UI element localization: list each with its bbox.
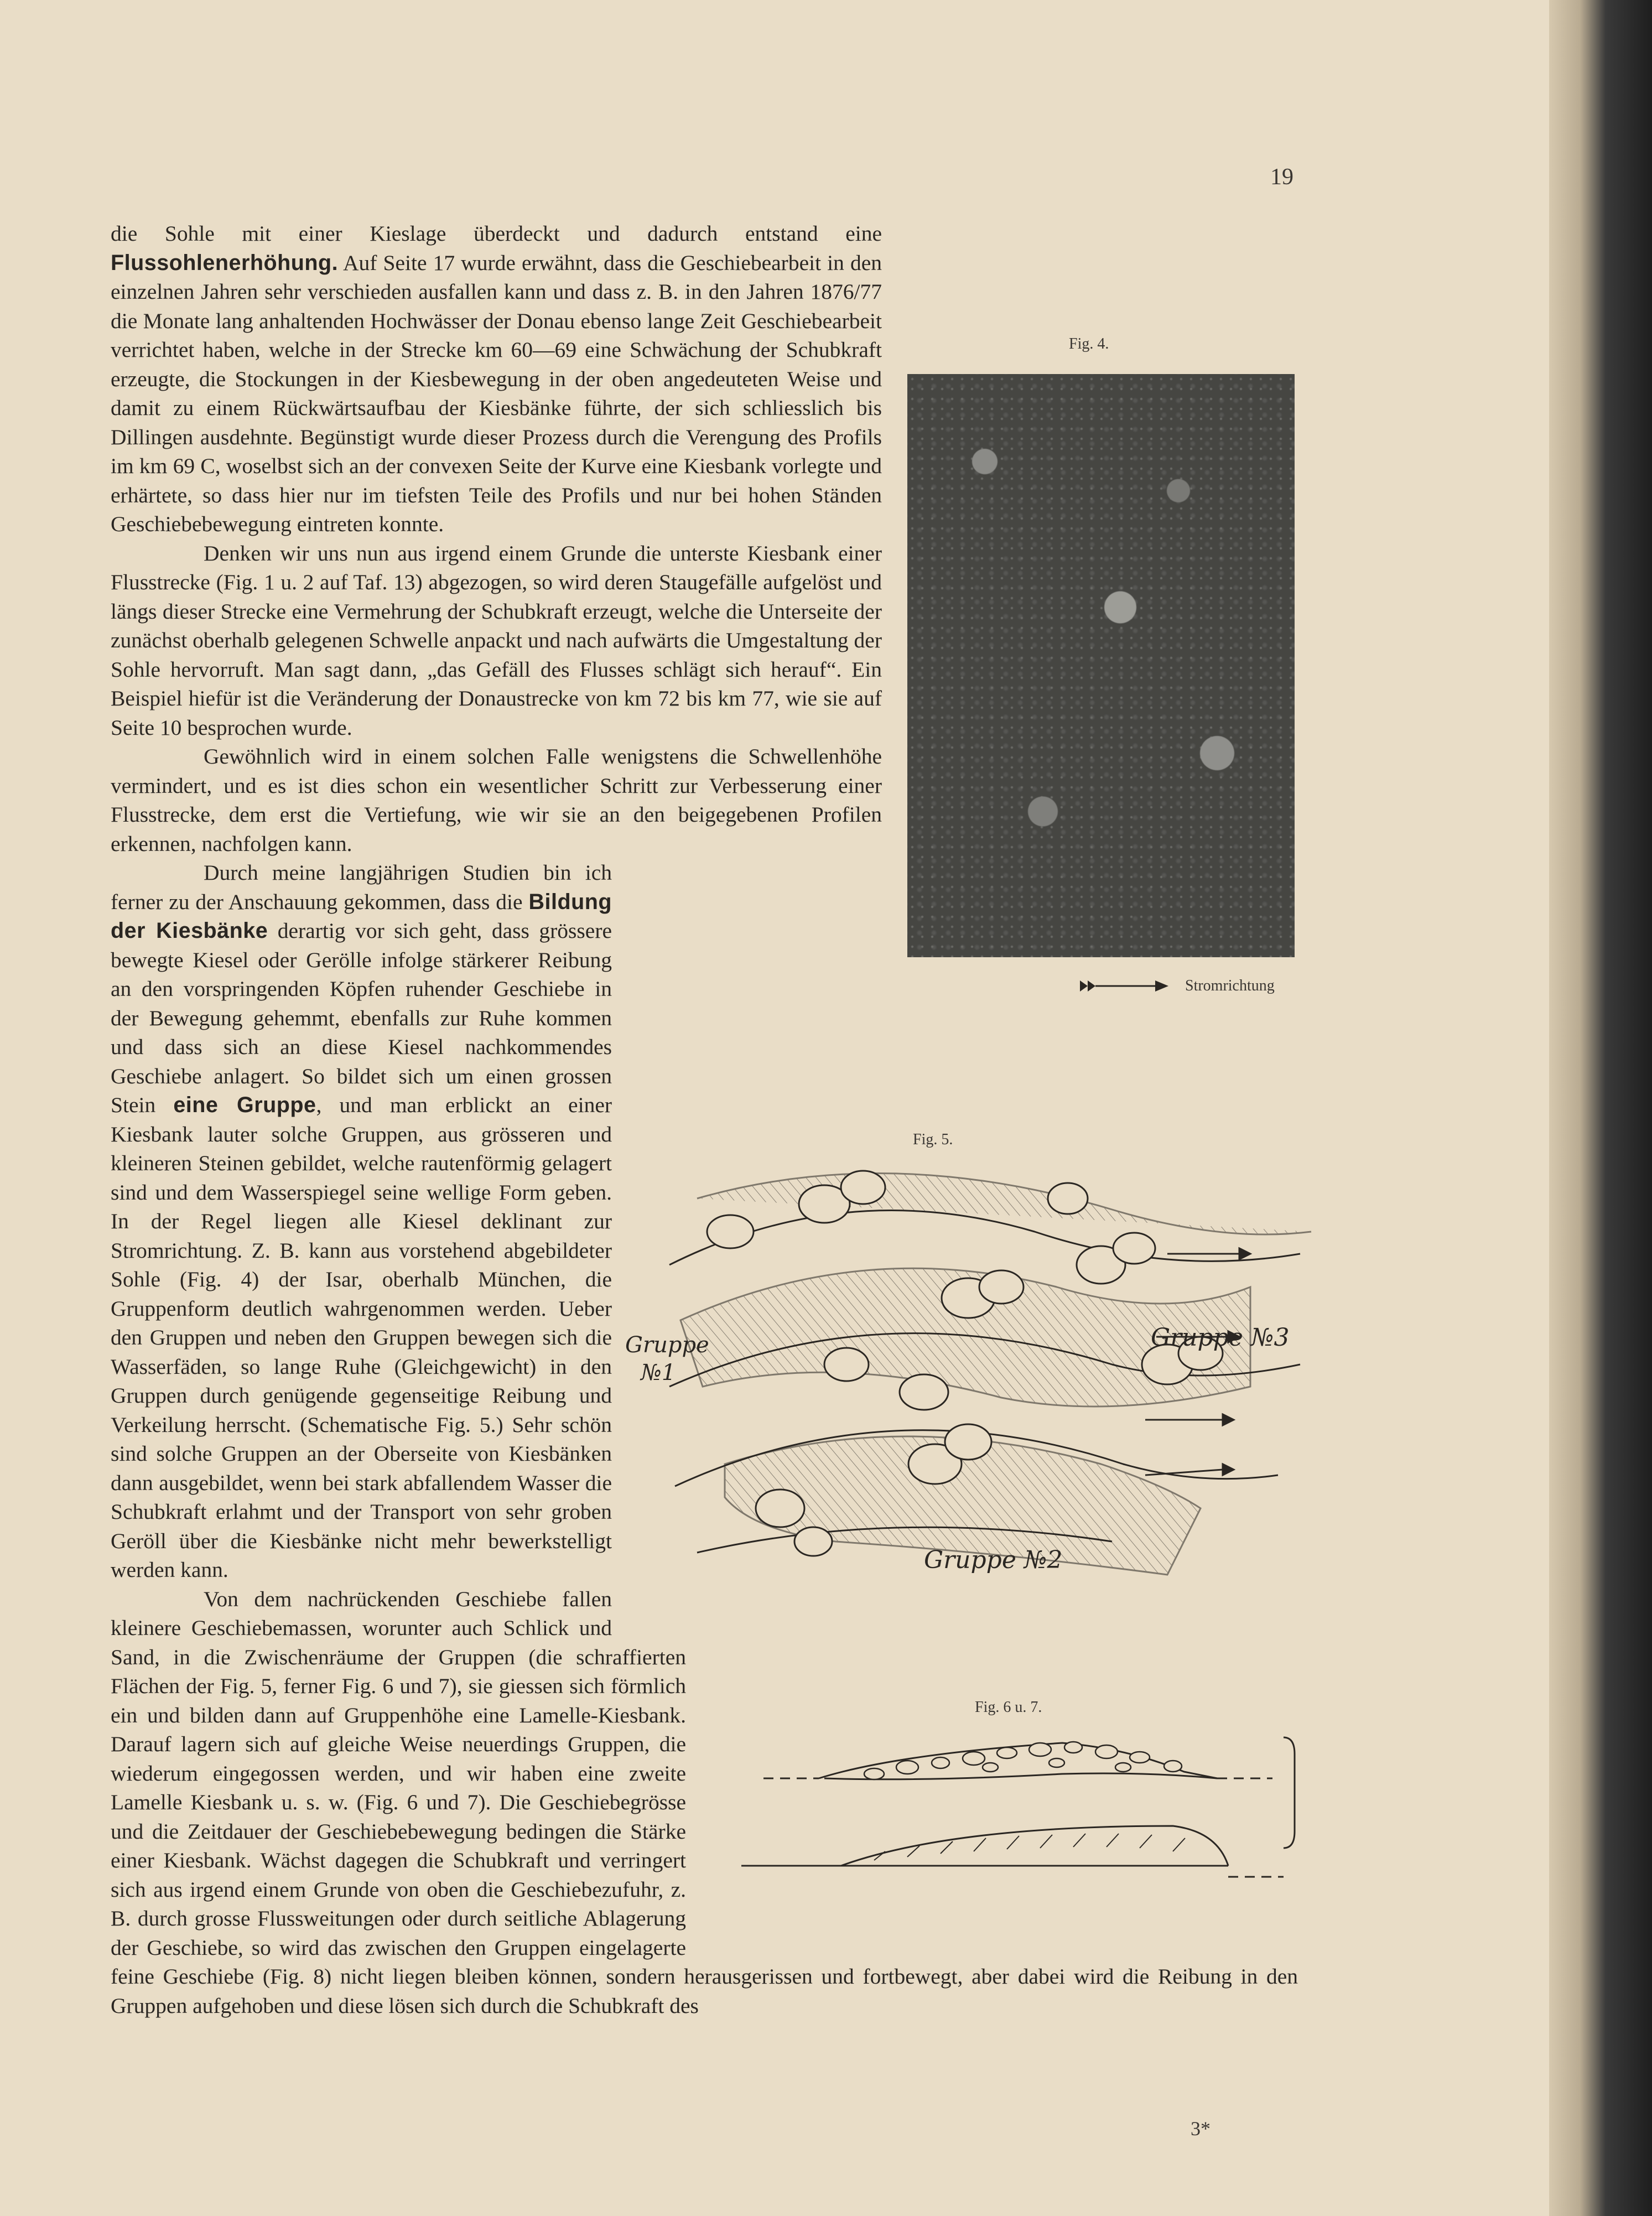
p1-text-a: die Sohle mit einer Kieslage überdeckt und dadurch entstand eine bbox=[111, 221, 882, 246]
p1-text-b: Auf Seite 17 wurde erwähnt, dass die Geschiebearbeit in den einzelnen Jahren sehr verschieden ausfallen kann und dass z. B. in den Jahren 1876/77 die Monate lang anhaltenden Hochwässer der Donau ebenso lange Zeit Geschiebearbeit verrichtet haben, welche in der Strecke km 60—69 eine Schwächung der Schubkraft erzeugte, die Stockungen in der Kiesbewegung in der oben angedeuteten Weise und damit zu einem Rückwärtsaufbau der Kiesbänke führte, der sich schliesslich bis Dillingen ausdehnte. Begünstigt wurde dieser Prozess durch die Verengung des Profils im km 69 C, woselbst sich an der convexen Seite der Kurve eine Kiesbank vorlegte und erhärtete, so dass hier nur im tiefsten Teile des Profils und nur bei hohen Ständen Geschiebebewegung eintreten konnte. bbox=[111, 250, 882, 536]
paragraph-2: Denken wir uns nun aus irgend einem Grunde die unterste Kiesbank einer Flusstrecke (Fig. 1 u. 2 auf Taf. 13) abgezogen, so wird deren Staugefälle aufgelöst und längs dieser Strecke eine Vermehrung der Schubkraft erzeugt, welche die Unterseite der zunächst oberhalb gelegenen Schwelle anpackt und nach aufwärts die Umgestaltung der Sohle hervorruft. Man sagt dann, „das Gefäll des Flusses schlägt sich herauf“. Ein Beispiel hiefür ist die Veränderung der Donaustrecke von km 72 bis km 77, wie sie auf Seite 10 besprochen wurde. bbox=[111, 541, 882, 740]
paragraph-5: Von dem nachrückenden Geschiebe fallen kleinere Geschiebemassen, worunter auch Schlick und Sand, in die Zwischenräume der Gruppen (die schraffierten Flächen der Fig. 5, ferner Fig. 6 und 7), sie giessen sich förmlich ein und bilden dann auf Gruppenhöhe eine Lamelle-Kiesbank. Darauf lagern sich auf gleiche Weise neuerdings Gruppen, die wiederum eingegossen werden, und wir haben eine zweite Lamelle Kiesbank u. s. w. (Fig. 6 und 7). Die Geschiebegrösse und die Zeitdauer der Geschiebebewegung bedingen die Stärke einer Kiesbank. Wächst dagegen die Schubkraft und verringert sich aus irgend einem Grunde von oben die Geschiebezufuhr, z. B. durch grosse Flussweitungen oder durch seitliche Ablagerung der Geschiebe, so wird das zwischen den Gruppen eingelagerte feine Geschiebe (Fig. 8) nicht liegen bleiben können, sondern herausgerissen und fortbewegt, aber dabei wird die Reibung in den Gruppen aufgehoben und diese lösen sich durch die Schubkraft des bbox=[111, 1586, 1298, 2018]
paragraph-3: Gewöhnlich wird in einem solchen Falle wenigstens die Schwellenhöhe vermindert, und es ist dies schon ein wesentlicher Schritt zur Verbesserung einer Flusstrecke, dem erst die Vertiefung, wie wir sie an den beigegebenen Profilen erkennen, nachfolgen kann. bbox=[111, 744, 882, 856]
p4-text-a: Durch meine langjährigen Studien bin ich ferner zu der Anschauung gekommen, dass die bbox=[111, 860, 612, 914]
p4-text-b: derartig vor sich geht, dass grössere bewegte Kiesel oder Gerölle infolge stärkerer Reibung an den vorspringenden Köpfen ruhender Geschiebe in der Bewegung gehemmt, ebenfalls zur Ruhe kommen und dass sich an diese Kiesel nachkommendes Geschiebe anlagert. So bildet sich um einen grossen Stein bbox=[111, 918, 612, 1117]
paragraph-4 bbox=[111, 858, 1298, 1585]
fig67-space bbox=[706, 1695, 1298, 1934]
p4-bold-2: eine Gruppe bbox=[173, 1093, 316, 1117]
fig4-space bbox=[911, 219, 1298, 858]
fig4-caption: Fig. 4. bbox=[1069, 335, 1109, 352]
fig4-flow-label: Stromrichtung bbox=[1185, 977, 1275, 994]
fig5-label-gruppe2: Gruppe №2 bbox=[924, 1546, 1063, 1574]
fig5-label-gruppe1b: №1 bbox=[641, 1360, 676, 1385]
page-number: 19 bbox=[1270, 164, 1293, 190]
p4-text-c: , und man erblickt an einer Kiesbank lauter solche Gruppen, aus grösseren und kleineren Steinen gebildet, welche rautenförmig gelagert sind und dem Wasserspiegel seine wellige Form geben. In der Regel liegen alle Kiesel deklinant zur Stromrichtung. Z. B. kann aus vorstehend abgebildeter Sohle (Fig. 4) der Isar, oberhalb München, die Gruppenform deutlich wahrgenommen werden. Ueber den Gruppen und neben den Gruppen bewegen sich die Wasserfäden, so lange Ruhe (Gleichgewicht) in den Gruppen durch genügende gegenseitige Reibung und Verkeilung herrscht. (Schematische Fig. 5.) Sehr schön sind solche Gruppen an der Oberseite von Kiesbänken dann ausgebildet, wenn bei stark abfallendem Wasser die Schubkraft erlahmt und der Transport von sehr groben Geröll über die Kiesbänke nicht mehr bewerkstelligt werden kann. bbox=[111, 1093, 612, 1582]
p4-bold-1: Bildung der Kiesbänke bbox=[111, 889, 612, 943]
fig5-label-gruppe3: Gruppe №3 bbox=[1151, 1324, 1290, 1352]
fig5-caption: Fig. 5. bbox=[913, 1131, 953, 1148]
book-binding bbox=[1549, 0, 1652, 2216]
body-text bbox=[111, 219, 1298, 2020]
fig5-label-gruppe1a: Gruppe bbox=[625, 1332, 709, 1358]
signature-mark: 3* bbox=[1191, 2118, 1211, 2140]
fig67-caption: Fig. 6 u. 7. bbox=[975, 1699, 1042, 1716]
fig5-space bbox=[634, 1164, 1298, 1637]
p1-bold: Flussohlenerhöhung. bbox=[111, 250, 339, 275]
